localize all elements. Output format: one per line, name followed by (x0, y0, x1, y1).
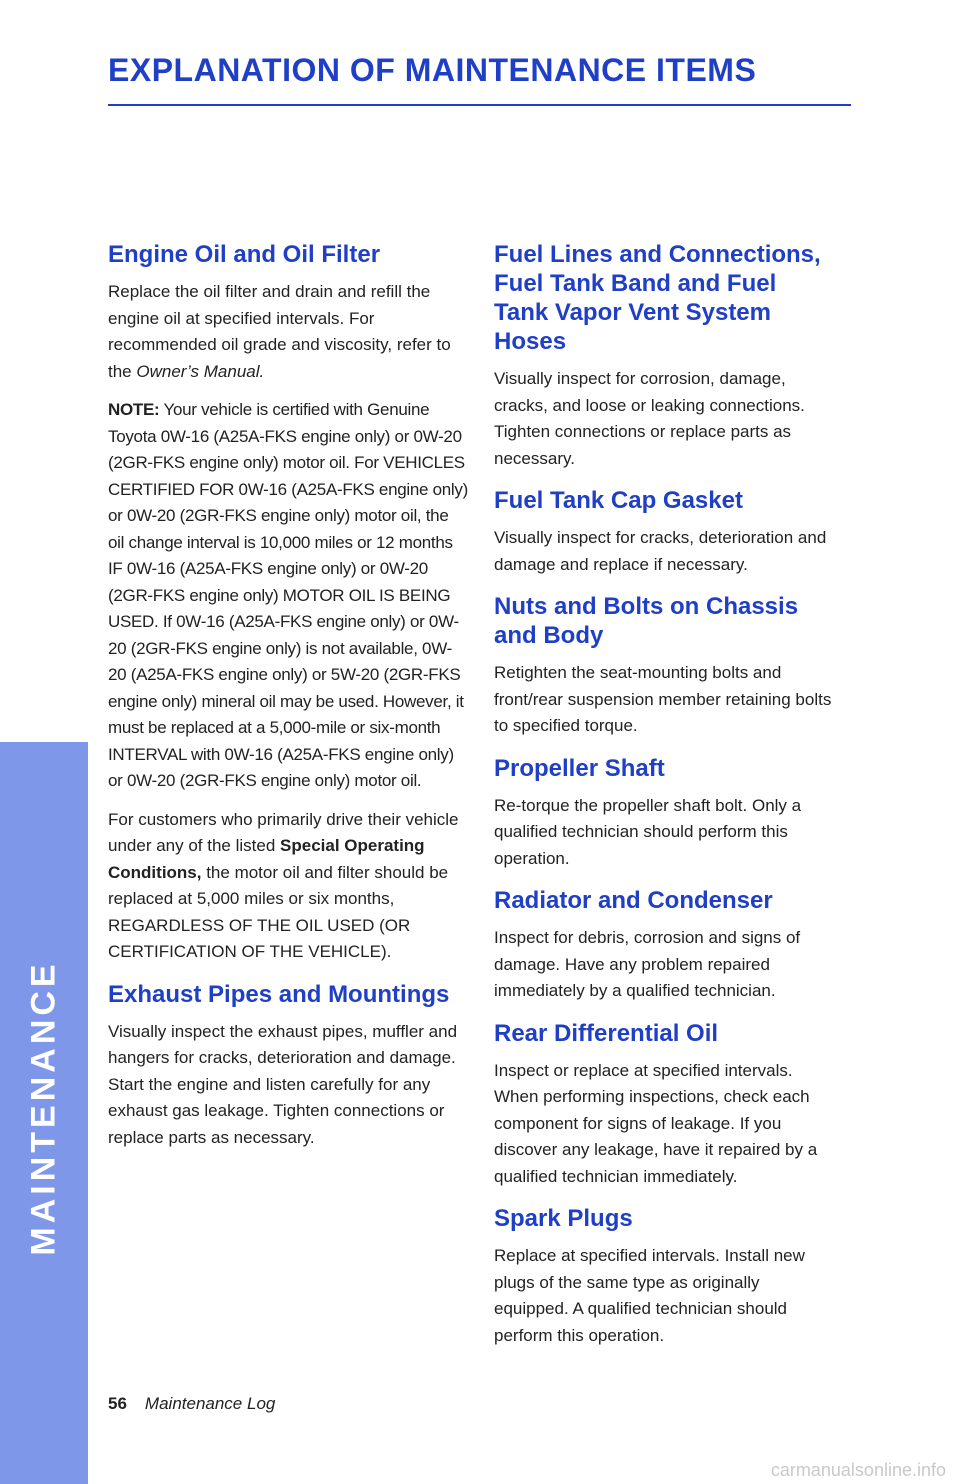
section-heading-nuts-bolts: Nuts and Bolts on Chassis and Body (494, 593, 799, 649)
side-tab-label: MAINTENANCE (24, 960, 63, 1256)
page-number: 56 (108, 1394, 127, 1413)
fuel-cap-text: Visually inspect for cracks, deterioration and damage and replace if necessary. (494, 528, 827, 574)
engine-oil-note (108, 397, 468, 795)
section-heading-rear-diff: Rear Differential Oil (494, 1019, 719, 1047)
section-propeller (494, 754, 834, 873)
section-heading-spark-plugs: Spark Plugs (494, 1205, 633, 1232)
section-heading-fuel-cap: Fuel Tank Cap Gasket (494, 487, 743, 514)
section-spark-plugs (494, 1204, 834, 1349)
title-divider (108, 104, 851, 106)
rear-diff-text: Inspect or replace at specified intervals. When performing inspections, check each component for signs of leakage. If you discover any leakage, have it repaired by a qualified technician immediately. (494, 1060, 818, 1186)
note-label: NOTE: (108, 400, 160, 419)
owners-manual-reference: Owner’s Manual. (136, 361, 265, 381)
special-conditions-text-a: For customers who primarily drive their vehicle under any of the listed (108, 809, 459, 855)
exhaust-text: Visually inspect the exhaust pipes, muffler and hangers for cracks, deterioration and damage. Start the engine and listen carefully for any exhaust gas leakage. Tighten connections or replace parts as necessary. (108, 1021, 458, 1147)
engine-oil-text: Replace the oil filter and drain and refill the engine oil at specified intervals. For recommended oil grade and viscosity, refer to the (108, 282, 451, 381)
section-nuts-bolts (494, 592, 834, 740)
section-heading-radiator: Radiator and Condenser (494, 887, 773, 914)
section-heading-propeller: Propeller Shaft (494, 754, 665, 782)
section-rear-diff (494, 1019, 834, 1191)
fuel-lines-text: Visually inspect for corrosion, damage, cracks, and loose or leaking connections. Tighten connections or replace parts as necessary. (494, 369, 805, 468)
section-radiator (494, 886, 834, 1005)
right-column (494, 240, 834, 1363)
special-conditions-paragraph (108, 807, 468, 966)
special-conditions-bold: Special Operating Conditions, (108, 836, 425, 882)
section-heading-exhaust: Exhaust Pipes and Mountings (108, 980, 450, 1008)
section-engine-oil (108, 240, 468, 966)
spark-plugs-text: Replace at specified intervals. Install new plugs of the same type as originally equipped. A qualified technician should perform this operation. (494, 1246, 805, 1345)
page-footer (108, 1394, 275, 1414)
page-title: EXPLANATION OF MAINTENANCE ITEMS (108, 52, 757, 88)
section-fuel-lines (494, 240, 834, 472)
section-exhaust (108, 980, 468, 1152)
nuts-bolts-text: Retighten the seat-mounting bolts and front/rear suspension member retaining bolts to specified torque. (494, 663, 832, 735)
watermark: carmanualsonline.info (770, 1460, 946, 1480)
section-heading-fuel-lines: Fuel Lines and Connections, Fuel Tank Band and Fuel Tank Vapor Vent System Hoses (494, 241, 821, 355)
section-fuel-cap (494, 486, 834, 578)
section-heading-engine-oil: Engine Oil and Oil Filter (108, 241, 381, 268)
left-column (108, 240, 468, 1165)
note-text: Your vehicle is certified with Genuine Toyota 0W-16 (A25A-FKS engine only) or 0W-20 (2GR-FKS engine only) motor oil. For VEHICLES CERTIFIED FOR 0W-16 (A25A-FKS engine only) or 0W-20 (2GR-FKS engine only) motor oil, the oil change interval is 10,000 miles or 12 months IF 0W-16 (A25A-FKS engine only) or 0W-20 (2GR-FKS engine only) MOTOR OIL IS BEING USED. If 0W-16 (A25A-FKS engine only) or 0W-20 (2GR-FKS engine only) is not available, 0W-20 (A25A-FKS engine only) or 5W-20 (2GR-FKS engine only) mineral oil may be used. However, it must be replaced at a 5,000-mile or six-month INTERVAL with 0W-16 (A25A-FKS engine only) or 0W-20 (2GR-FKS engine only) motor oil. (108, 400, 468, 790)
special-conditions-text-b: the motor oil and filter should be replaced at 5,000 miles or six months, REGARDLESS OF THE OIL USED (OR CERTIFICATION OF THE VEHICLE). (108, 862, 449, 961)
engine-oil-paragraph (108, 279, 468, 385)
propeller-text: Re-torque the propeller shaft bolt. Only a qualified technician should perform this operation. (494, 795, 802, 868)
footer-label: Maintenance Log (144, 1394, 276, 1413)
radiator-text: Inspect for debris, corrosion and signs of damage. Have any problem repaired immediately by a qualified technician. (494, 928, 801, 1000)
